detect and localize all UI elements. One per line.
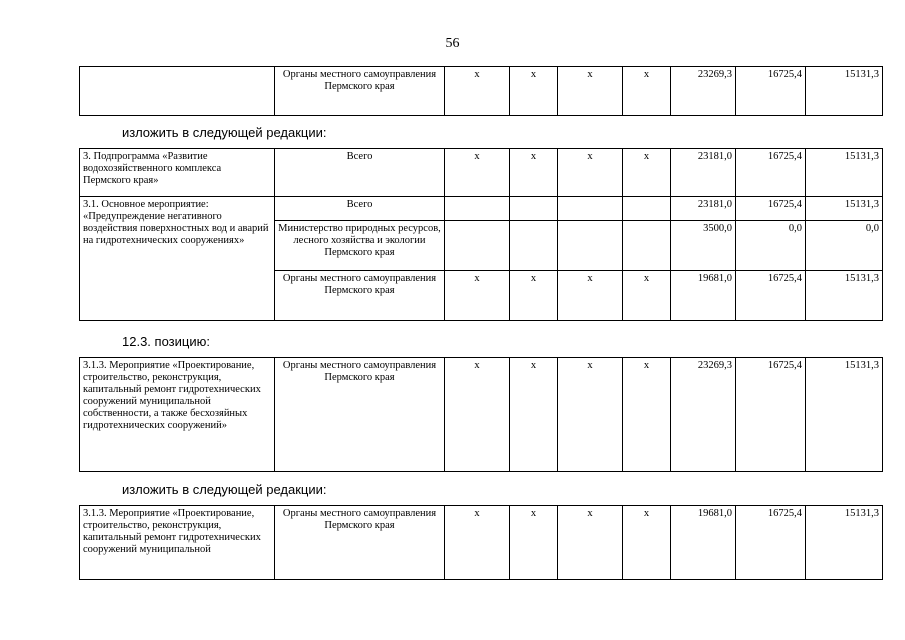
cell-value: 15131,3 [806, 358, 883, 472]
cell-empty [623, 197, 671, 221]
table-previous-row [79, 66, 883, 116]
cell-value: 16725,4 [736, 358, 806, 472]
cell-value: 23181,0 [671, 149, 736, 197]
cell-x: х [445, 358, 510, 472]
cell-org: Органы местного самоуправления Пермского края [275, 506, 445, 580]
table-old-position [79, 357, 883, 472]
cell-org: Министерство природных ресурсов, лесного хозяйства и экологии Пермского края [275, 221, 445, 271]
cell-value: 3500,0 [671, 221, 736, 271]
cell-value: 15131,3 [806, 506, 883, 580]
cell-value: 0,0 [736, 221, 806, 271]
cell-x: х [558, 506, 623, 580]
cell-value: 15131,3 [806, 67, 883, 116]
cell-x: х [558, 149, 623, 197]
cell-name: 3.1. Основное мероприятие: «Предупреждение негативного воздействия поверхностных вод и аварий на гидротехнических сооружениях» [80, 197, 275, 321]
table-new-subprogram [79, 148, 883, 321]
cell-x: х [623, 506, 671, 580]
cell-name: 3. Подпрограмма «Развитие водохозяйственного комплекса Пермского края» [80, 149, 275, 197]
cell-x: х [510, 271, 558, 321]
cell-value: 23269,3 [671, 358, 736, 472]
cell-x: х [510, 67, 558, 116]
position-text: 12.3. позицию: [122, 334, 210, 349]
cell-empty [510, 197, 558, 221]
cell-value: 16725,4 [736, 149, 806, 197]
table-row [80, 67, 883, 116]
table-new-position [79, 505, 883, 580]
cell-value: 16725,4 [736, 271, 806, 321]
cell-empty [445, 221, 510, 271]
cell-empty [558, 197, 623, 221]
cell-name: 3.1.3. Мероприятие «Проектирование, строительство, реконструкция, капитальный ремонт гидротехнических сооружений муниципальной собственности, а также бесхозяйных гидротехнических сооружений» [80, 358, 275, 472]
cell-name: 3.1.3. Мероприятие «Проектирование, строительство, реконструкция, капитальный ремонт гидротехнических сооружений муниципальной [80, 506, 275, 580]
cell-value: 0,0 [806, 221, 883, 271]
cell-value: 16725,4 [736, 506, 806, 580]
cell-value: 16725,4 [736, 197, 806, 221]
table-row [80, 197, 883, 221]
page-number: 56 [445, 36, 460, 51]
table-row [80, 506, 883, 580]
cell-x: х [558, 358, 623, 472]
instruction-text: изложить в следующей редакции: [122, 125, 327, 140]
cell-x: х [623, 358, 671, 472]
cell-x: х [510, 358, 558, 472]
cell-value: 15131,3 [806, 271, 883, 321]
cell-x: х [558, 271, 623, 321]
table-row [80, 149, 883, 197]
cell-value: 19681,0 [671, 271, 736, 321]
cell-value: 15131,3 [806, 197, 883, 221]
cell-value: 23181,0 [671, 197, 736, 221]
cell-empty [558, 221, 623, 271]
cell-empty [510, 221, 558, 271]
cell-empty [445, 197, 510, 221]
cell-value: 15131,3 [806, 149, 883, 197]
cell-org: Органы местного самоуправления Пермского края [275, 358, 445, 472]
cell-x: х [623, 271, 671, 321]
cell-org: Органы местного самоуправления Пермского края [275, 67, 445, 116]
instruction-text: изложить в следующей редакции: [122, 482, 327, 497]
cell-x: х [445, 506, 510, 580]
cell-org: Всего [275, 197, 445, 221]
cell-org: Всего [275, 149, 445, 197]
cell-x: х [445, 67, 510, 116]
cell-x: х [558, 67, 623, 116]
cell-x: х [623, 67, 671, 116]
cell-org: Органы местного самоуправления Пермского края [275, 271, 445, 321]
cell-x: х [510, 506, 558, 580]
cell-value: 16725,4 [736, 67, 806, 116]
cell-name [80, 67, 275, 116]
table-row [80, 358, 883, 472]
cell-x: х [445, 149, 510, 197]
cell-x: х [510, 149, 558, 197]
cell-x: х [623, 149, 671, 197]
cell-value: 23269,3 [671, 67, 736, 116]
cell-x: х [445, 271, 510, 321]
cell-empty [623, 221, 671, 271]
cell-value: 19681,0 [671, 506, 736, 580]
